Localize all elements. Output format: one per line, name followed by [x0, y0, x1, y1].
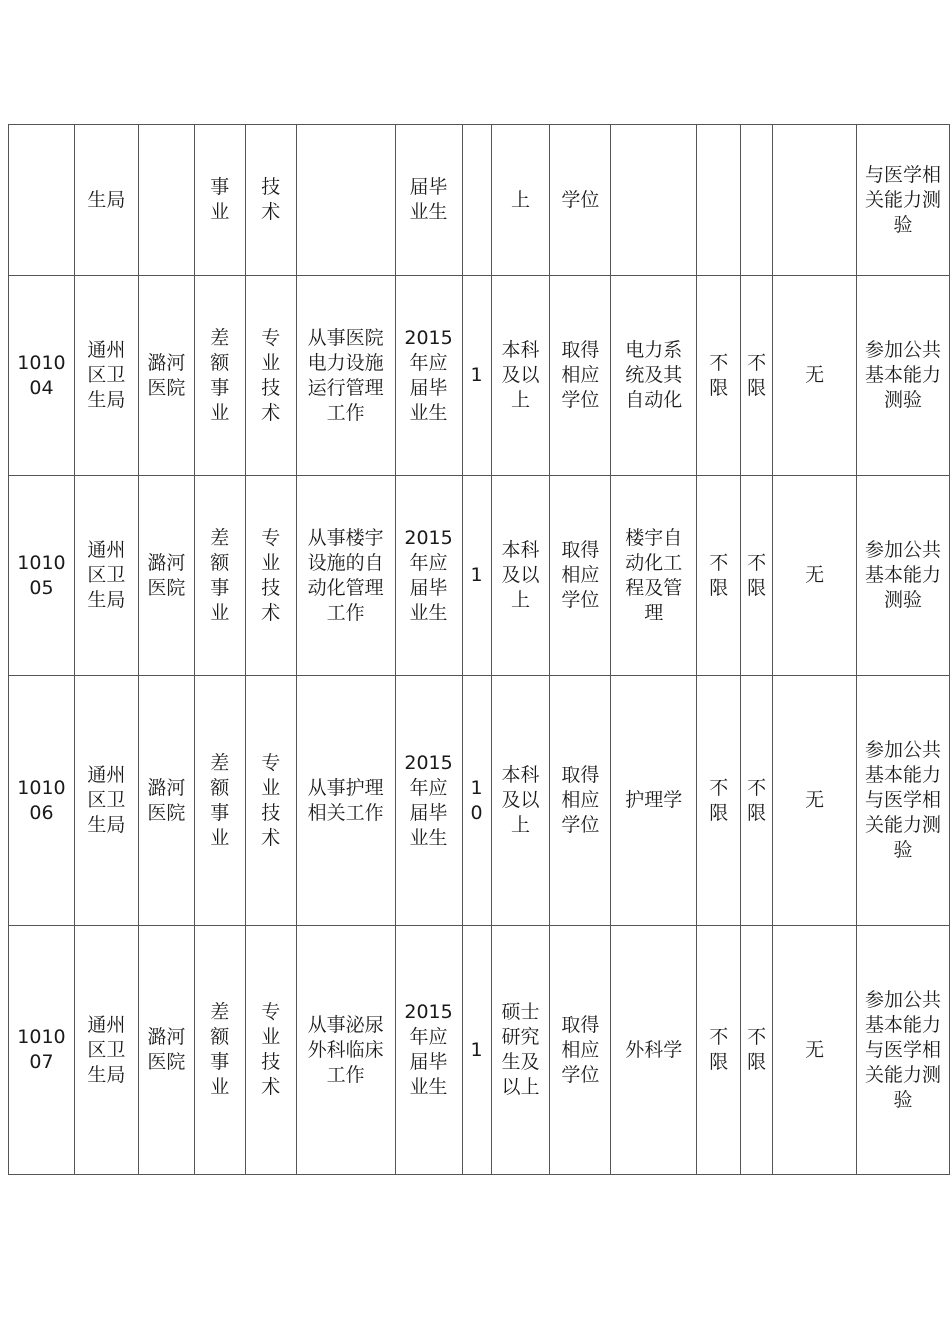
cell-unit-type: [194, 676, 245, 926]
cell-unit-type: [194, 476, 245, 676]
table-row: [9, 926, 950, 1175]
cell-unit: [138, 476, 194, 676]
cell-text: 硕士 研究 生及 以上: [501, 1001, 540, 1098]
cell-text: 1010 06: [17, 776, 66, 824]
cell-text: 潞河 医院: [147, 1026, 186, 1073]
cell-text: 专 业 技 术: [261, 751, 281, 849]
cell-text: 不 限: [709, 551, 729, 599]
cell-quota: [462, 125, 491, 276]
cell-text: 2015 年应 届毕 业生: [404, 526, 453, 624]
cell-exam: [857, 276, 950, 476]
cell-text: 2015 年应 届毕 业生: [404, 326, 453, 424]
cell-degree: [550, 926, 611, 1175]
cell-text: 差 额 事 业: [210, 751, 230, 849]
cell-text: 不 限: [747, 551, 767, 599]
cell-text: 通州 区卫 生局: [87, 339, 126, 411]
cell-department: [74, 926, 138, 1175]
cell-post-type: [245, 476, 296, 676]
cell-post-type: [245, 676, 296, 926]
cell-code: [9, 476, 75, 676]
cell-unit: [138, 276, 194, 476]
cell-text: 护理学: [625, 789, 683, 811]
cell-text: 1: [470, 1038, 483, 1061]
cell-education: [491, 476, 550, 676]
cell-text: 取得 相应 学位: [561, 1013, 600, 1086]
cell-text: 无: [805, 1038, 825, 1061]
cell-text: 不 限: [709, 776, 729, 824]
cell-unit: [138, 926, 194, 1175]
cell-education: [491, 276, 550, 476]
cell-text: 技 术: [261, 176, 281, 223]
cell-code: [9, 926, 75, 1175]
cell-col-a: [697, 276, 741, 476]
cell-text: 不 限: [747, 776, 767, 824]
cell-other: [773, 676, 857, 926]
cell-post-type: [245, 276, 296, 476]
table-row: [9, 125, 950, 276]
cell-col-b: [741, 676, 773, 926]
cell-post-type: [245, 125, 296, 276]
cell-text: 楼宇自 动化工 程及管 理: [625, 526, 683, 624]
cell-degree: [550, 276, 611, 476]
cell-unit-type: [194, 276, 245, 476]
cell-text: 无: [805, 364, 825, 386]
cell-major: [611, 926, 697, 1175]
cell-job-description: [296, 276, 395, 476]
cell-exam: [857, 926, 950, 1175]
cell-text: 潞河 医院: [147, 551, 186, 599]
job-listing-table: [8, 124, 950, 1175]
cell-education: [491, 676, 550, 926]
cell-text: 1: [470, 564, 483, 586]
cell-col-a: [697, 926, 741, 1175]
cell-text: 不 限: [747, 351, 767, 399]
cell-degree: [550, 676, 611, 926]
cell-text: 参加公共 基本能力 与医学相 关能力测 验: [865, 739, 942, 861]
cell-major: [611, 476, 697, 676]
cell-col-a: [697, 476, 741, 676]
cell-text: 无: [805, 564, 825, 586]
cell-text: 本科 及以 上: [501, 539, 540, 611]
cell-text: 从事护理 相关工作: [307, 776, 384, 824]
cell-quota: [462, 276, 491, 476]
cell-degree: [550, 125, 611, 276]
cell-applicant-type: [395, 676, 462, 926]
cell-col-b: [741, 125, 773, 276]
cell-text: 电力系 统及其 自动化: [625, 339, 683, 411]
table-row: [9, 276, 950, 476]
cell-text: 外科学: [625, 1038, 683, 1061]
cell-text: 通州 区卫 生局: [87, 1013, 126, 1086]
cell-text: 2015 年应 届毕 业生: [404, 1001, 453, 1098]
cell-text: 取得 相应 学位: [561, 339, 600, 411]
cell-quota: [462, 476, 491, 676]
cell-quota: [462, 926, 491, 1175]
cell-text: 参加公共 基本能力 测验: [865, 539, 942, 611]
cell-department: [74, 125, 138, 276]
cell-applicant-type: [395, 476, 462, 676]
cell-text: 届毕 业生: [409, 176, 448, 223]
cell-quota: [462, 676, 491, 926]
cell-text: 1010 07: [17, 1026, 66, 1073]
cell-text: 差 额 事 业: [210, 326, 230, 424]
cell-text: 学位: [561, 188, 600, 211]
cell-text: 差 额 事 业: [210, 1001, 230, 1098]
cell-exam: [857, 476, 950, 676]
cell-text: 通州 区卫 生局: [87, 539, 126, 611]
cell-col-a: [697, 676, 741, 926]
cell-text: 从事泌尿 外科临床 工作: [307, 1013, 384, 1086]
cell-text: 与医学相 关能力测 验: [865, 163, 942, 236]
cell-other: [773, 125, 857, 276]
cell-unit-type: [194, 125, 245, 276]
cell-code: [9, 276, 75, 476]
cell-code: [9, 676, 75, 926]
cell-text: 潞河 医院: [147, 351, 186, 399]
cell-job-description: [296, 125, 395, 276]
cell-text: 通州 区卫 生局: [87, 764, 126, 836]
cell-col-b: [741, 276, 773, 476]
cell-major: [611, 125, 697, 276]
cell-job-description: [296, 476, 395, 676]
cell-department: [74, 276, 138, 476]
cell-department: [74, 476, 138, 676]
cell-text: 从事楼宇 设施的自 动化管理 工作: [307, 526, 384, 624]
cell-text: 参加公共 基本能力 测验: [865, 339, 942, 411]
cell-education: [491, 926, 550, 1175]
cell-text: 1 0: [470, 776, 483, 824]
cell-text: 取得 相应 学位: [561, 539, 600, 611]
cell-degree: [550, 476, 611, 676]
cell-other: [773, 926, 857, 1175]
cell-text: 潞河 医院: [147, 776, 186, 824]
cell-job-description: [296, 926, 395, 1175]
cell-applicant-type: [395, 926, 462, 1175]
cell-text: 不 限: [747, 1026, 767, 1073]
cell-text: 上: [510, 188, 530, 211]
cell-text: 不 限: [709, 1026, 729, 1073]
cell-text: 差 额 事 业: [210, 526, 230, 624]
cell-text: 无: [805, 789, 825, 811]
cell-text: 本科 及以 上: [501, 764, 540, 836]
cell-other: [773, 276, 857, 476]
cell-post-type: [245, 926, 296, 1175]
cell-unit: [138, 125, 194, 276]
cell-text: 取得 相应 学位: [561, 764, 600, 836]
cell-exam: [857, 125, 950, 276]
cell-unit-type: [194, 926, 245, 1175]
cell-col-b: [741, 476, 773, 676]
table-row: [9, 676, 950, 926]
cell-department: [74, 676, 138, 926]
cell-text: 专 业 技 术: [261, 526, 281, 624]
cell-text: 参加公共 基本能力 与医学相 关能力测 验: [865, 988, 942, 1111]
cell-job-description: [296, 676, 395, 926]
cell-unit: [138, 676, 194, 926]
cell-text: 1010 05: [17, 551, 66, 599]
cell-code: [9, 125, 75, 276]
cell-text: 专 业 技 术: [261, 326, 281, 424]
cell-text: 专 业 技 术: [261, 1001, 281, 1098]
cell-col-a: [697, 125, 741, 276]
cell-text: 2015 年应 届毕 业生: [404, 751, 453, 849]
cell-education: [491, 125, 550, 276]
cell-applicant-type: [395, 276, 462, 476]
cell-major: [611, 276, 697, 476]
cell-text: 1010 04: [17, 351, 66, 399]
cell-col-b: [741, 926, 773, 1175]
cell-text: 从事医院 电力设施 运行管理 工作: [307, 326, 384, 424]
cell-text: 1: [470, 364, 483, 386]
cell-applicant-type: [395, 125, 462, 276]
cell-text: 事 业: [210, 176, 230, 223]
cell-other: [773, 476, 857, 676]
cell-text: 不 限: [709, 351, 729, 399]
cell-text: 生局: [87, 188, 126, 211]
cell-exam: [857, 676, 950, 926]
cell-text: 本科 及以 上: [501, 339, 540, 411]
table-row: [9, 476, 950, 676]
cell-major: [611, 676, 697, 926]
